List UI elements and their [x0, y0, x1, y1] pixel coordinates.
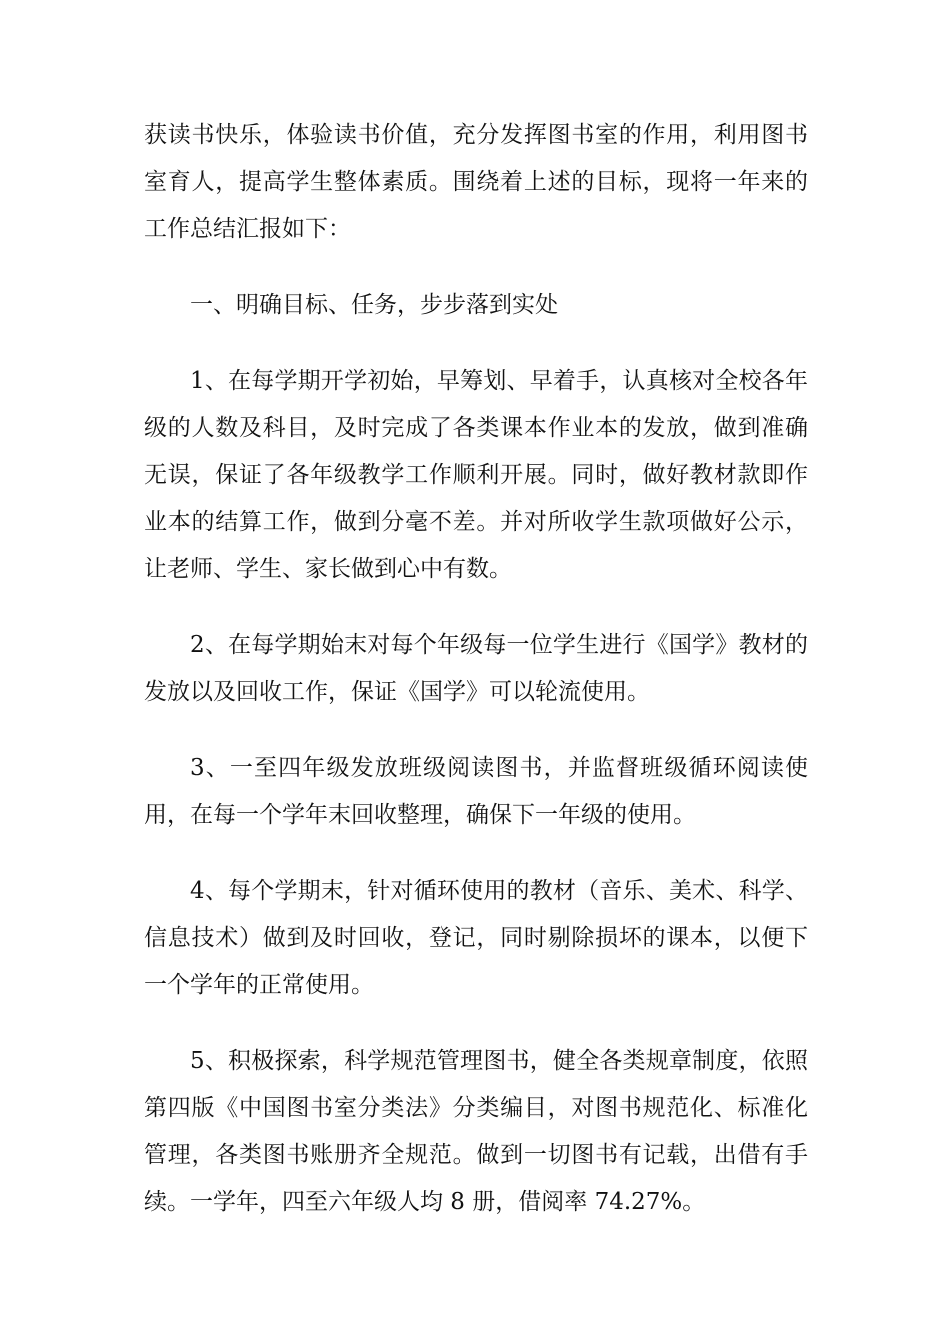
document-body [144, 112, 808, 1255]
paragraph-item-5: 5、积极探索，科学规范管理图书，健全各类规章制度，依照第四版《中国图书室分类法》分类编目，对图书规范化、标准化管理，各类图书账册齐全规范。做到一切图书有记载，出借有手续。一学年，四至六年级人均 8 册，借阅率 74.27%。 [144, 1048, 808, 1215]
section-heading: 一、明确目标、任务，步步落到实处 [190, 292, 558, 318]
paragraph-item-4: 4、每个学期末，针对循环使用的教材（音乐、美术、科学、信息技术）做到及时回收，登记，同时剔除损坏的课本，以便下一个学年的正常使用。 [144, 878, 808, 998]
paragraph-intro-continuation: 获读书快乐，体验读书价值，充分发挥图书室的作用，利用图书室育人，提高学生整体素质。围绕着上述的目标，现将一年来的工作总结汇报如下： [144, 122, 808, 242]
paragraph-item-1: 1、在每学期开学初始，早筹划、早着手，认真核对全校各年级的人数及科目，及时完成了各类课本作业本的发放，做到准确无误，保证了各年级教学工作顺利开展。同时，做好教材款即作业本的结算工作，做到分毫不差。并对所收学生款项做好公示，让老师、学生、家长做到心中有数。 [144, 368, 808, 582]
paragraph-item-2: 2、在每学期始末对每个年级每一位学生进行《国学》教材的发放以及回收工作，保证《国学》可以轮流使用。 [144, 632, 808, 705]
paragraph-item-3: 3、一至四年级发放班级阅读图书，并监督班级循环阅读使用，在每一个学年末回收整理，确保下一年级的使用。 [144, 755, 808, 828]
